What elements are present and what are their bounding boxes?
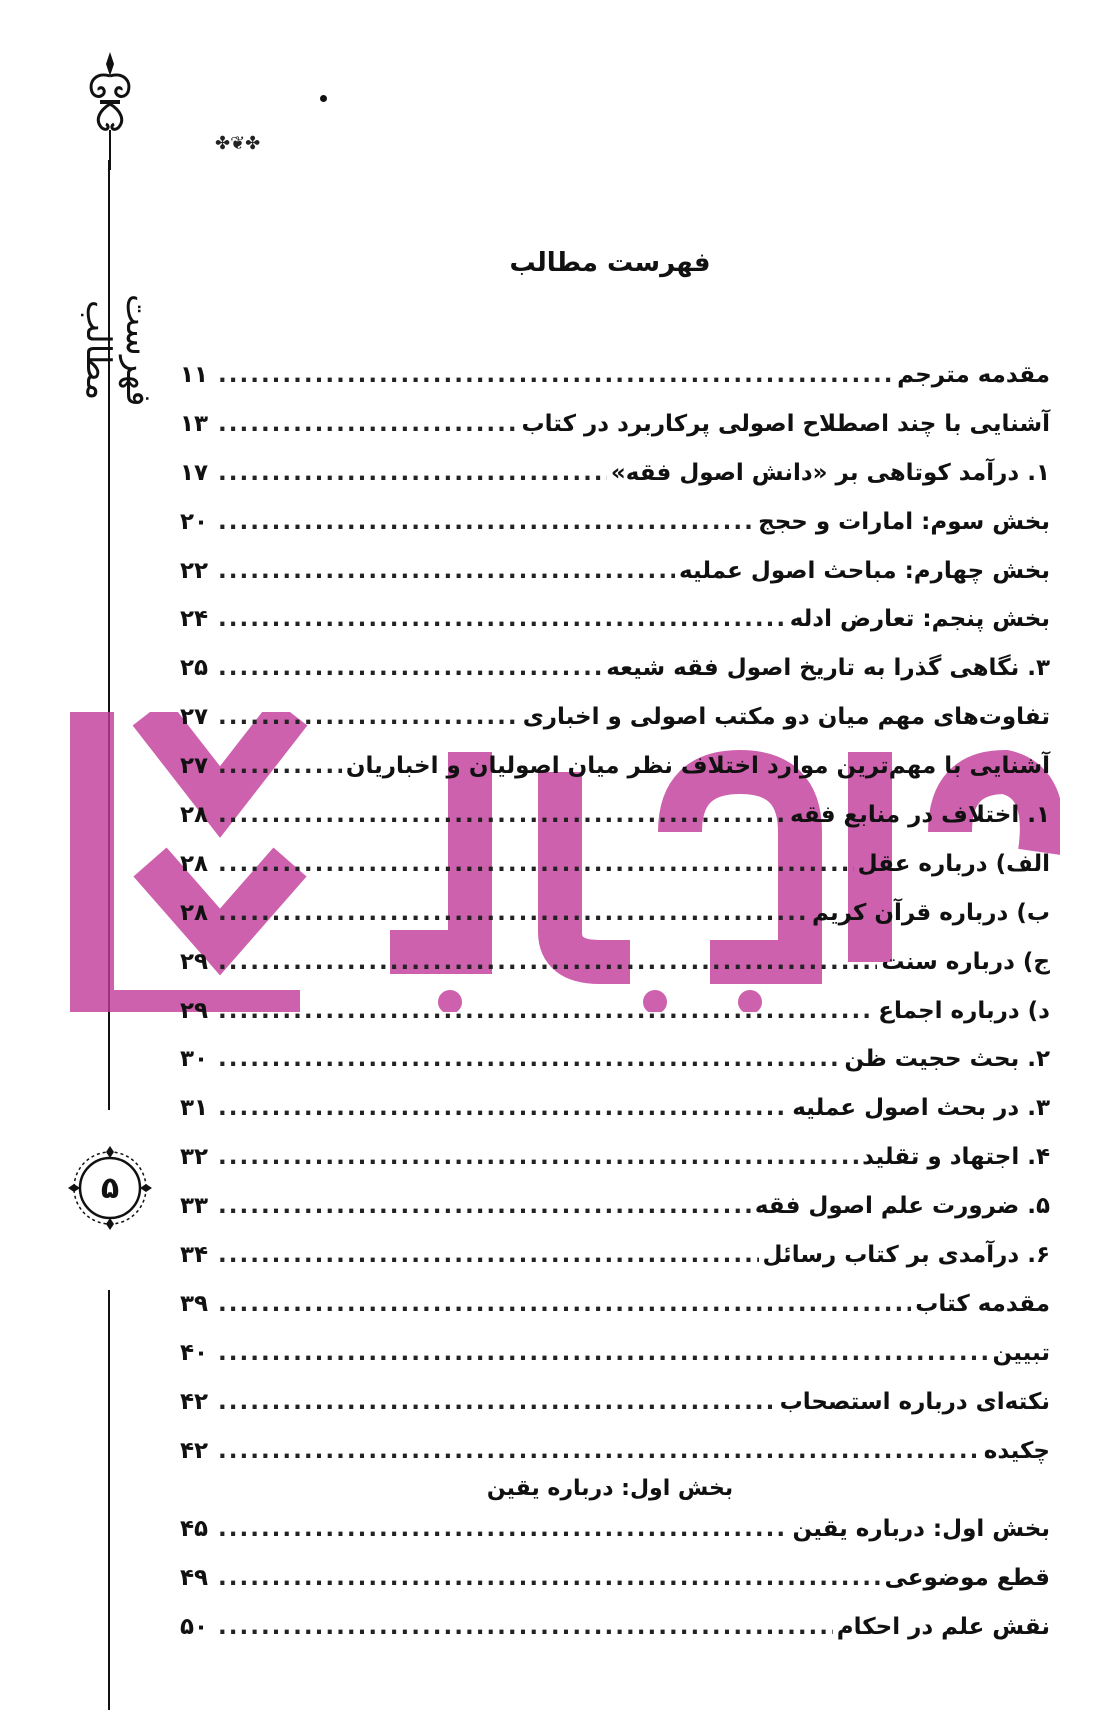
page-title: فهرست مطالب — [509, 248, 711, 278]
toc-entry-page: ۳۲ — [180, 1144, 209, 1171]
toc-entry-label: ۲. بحث حجیت ظن — [844, 1046, 1050, 1073]
toc-entry-page: ۲۷ — [180, 753, 209, 780]
dot-leader — [218, 1565, 881, 1591]
fleur-de-lis-ornament — [80, 50, 140, 170]
dot-leader — [218, 1614, 833, 1640]
toc-entry-page: ۴۹ — [180, 1564, 209, 1591]
toc-entry-page: ۱۷ — [180, 459, 209, 486]
toc-entry-page: ۴۵ — [180, 1516, 209, 1542]
toc-entry-page: ۵۰ — [180, 1613, 209, 1640]
toc-entry-page: ۲۸ — [180, 802, 209, 829]
toc-entry-page: ۲۵ — [180, 655, 209, 682]
toc-list — [180, 362, 1050, 1486]
toc-entry-label: ۱. درآمد کوتاهی بر «دانش اصول فقه» — [610, 459, 1050, 486]
margin-rule-lower — [108, 1290, 110, 1710]
toc-entry-label: تبیین — [992, 1339, 1050, 1366]
toc-entry-page: ۲۰ — [180, 508, 209, 535]
toc-entry — [180, 606, 1050, 655]
toc-entry-page: ۴۲ — [180, 1388, 209, 1415]
toc-entry — [180, 900, 1050, 949]
dot-leader — [218, 900, 808, 926]
toc-entry — [180, 411, 1050, 460]
toc-entry-label: آشنایی با چند اصطلاح اصولی پرکاربرد در کتاب — [521, 410, 1050, 437]
toc-entry-label: ۵. ضرورت علم اصول فقه — [754, 1193, 1050, 1220]
dot-leader — [218, 998, 874, 1024]
running-head: فهرست مطالب — [78, 293, 158, 407]
toc-entry-label: ج) درباره سنت — [881, 948, 1050, 975]
toc-entry-label: بخش چهارم: مباحث اصول عملیه — [679, 557, 1050, 584]
toc-entry-label: الف) درباره عقل — [857, 850, 1050, 877]
toc-entry-page: ۲۷ — [180, 704, 209, 731]
dot-leader — [218, 753, 342, 779]
toc-entry-label: بخش سوم: امارات و حجج — [758, 508, 1050, 535]
dot-leader — [218, 558, 675, 584]
toc-entry — [180, 1046, 1050, 1095]
dot-leader — [218, 1516, 789, 1542]
toc-entry-page: ۳۳ — [180, 1193, 209, 1220]
toc-entry-page: ۲۴ — [180, 606, 209, 633]
dot-leader — [218, 411, 518, 437]
page-number: ۵ — [100, 1170, 120, 1206]
toc-entry-page: ۴۲ — [180, 1437, 209, 1464]
toc-entry — [180, 509, 1050, 558]
toc-entry-page: ۴۰ — [180, 1339, 209, 1366]
toc-entry — [180, 1193, 1050, 1242]
toc-entry — [180, 998, 1050, 1047]
dot-leader — [218, 1242, 759, 1268]
dot-leader — [218, 655, 602, 681]
toc-entry — [180, 1095, 1050, 1144]
toc-entry-page: ۲۸ — [180, 850, 209, 877]
toc-entry-page: ۲۸ — [180, 899, 209, 926]
toc-entry-page: ۳۰ — [180, 1046, 209, 1073]
toc-entry — [180, 362, 1050, 411]
toc-entry — [180, 1144, 1050, 1193]
toc-entry — [180, 1340, 1050, 1389]
toc-entry — [180, 1242, 1050, 1291]
dot-leader — [218, 606, 786, 632]
toc-list-section — [180, 1516, 1050, 1663]
toc-entry-page: ۱۳ — [180, 410, 209, 437]
dot-leader — [218, 949, 877, 975]
dot-leader — [218, 509, 754, 535]
toc-entry-label: بخش اول: درباره یقین — [792, 1516, 1050, 1542]
toc-entry — [180, 1291, 1050, 1340]
toc-entry-label: تفاوت‌های مهم میان دو مکتب اصولی و اخباری — [522, 704, 1050, 731]
toc-entry-label: قطع موضوعی — [884, 1564, 1050, 1591]
toc-entry — [180, 558, 1050, 607]
toc-entry — [180, 1516, 1050, 1565]
toc-entry-label: ۱. اختلاف در منابع فقه — [789, 802, 1050, 829]
dot-leader — [218, 1291, 911, 1317]
dot-leader — [218, 1438, 980, 1464]
dot-leader — [218, 1144, 858, 1170]
printer-ornament-icon: ✤❦✤ — [215, 133, 261, 154]
toc-entry-label: ۳. در بحث اصول عملیه — [792, 1095, 1050, 1122]
toc-entry-page: ۱۱ — [180, 362, 209, 388]
toc-entry-page: ۳۱ — [180, 1095, 209, 1122]
dot-leader — [218, 1095, 788, 1121]
page-number-badge — [62, 1140, 158, 1236]
toc-entry — [180, 655, 1050, 704]
toc-entry-label: ۶. درآمدی بر کتاب رسائل — [762, 1242, 1050, 1269]
dot-leader — [218, 802, 786, 828]
toc-entry — [180, 949, 1050, 998]
toc-entry-label: ب) درباره قرآن کریم — [811, 899, 1050, 926]
toc-entry-page: ۲۲ — [180, 557, 209, 584]
toc-entry-page: ۳۹ — [180, 1290, 209, 1317]
toc-entry — [180, 460, 1050, 509]
toc-entry-label: نکته‌ای درباره استصحاب — [779, 1388, 1050, 1415]
dot-leader — [218, 851, 854, 877]
toc-entry-label: ۴. اجتهاد و تقلید — [862, 1144, 1050, 1171]
toc-entry-page: ۲۹ — [180, 997, 209, 1024]
toc-entry-page: ۳۴ — [180, 1242, 209, 1269]
dot-leader — [218, 362, 893, 388]
dot-leader — [218, 1046, 840, 1072]
toc-entry-label: نقش علم در احکام — [836, 1613, 1050, 1640]
toc-entry-label: د) درباره اجماع — [878, 997, 1050, 1024]
toc-entry — [180, 704, 1050, 753]
toc-entry-label: بخش پنجم: تعارض ادله — [789, 606, 1050, 633]
toc-entry-label: ۳. نگاهی گذرا به تاریخ اصول فقه شیعه — [606, 655, 1050, 682]
toc-entry — [180, 1389, 1050, 1438]
dot-leader — [218, 1389, 776, 1415]
toc-entry-label: مقدمه کتاب — [915, 1290, 1050, 1317]
dot-leader — [218, 460, 607, 486]
dot-leader — [218, 1193, 751, 1219]
dot-leader — [218, 1340, 989, 1366]
toc-entry-label: آشنایی با مهم‌ترین موارد اختلاف نظر میان اصولیان و اخباریان — [345, 753, 1050, 780]
toc-entry — [180, 851, 1050, 900]
toc-entry — [180, 753, 1050, 802]
toc-entry-label: مقدمه مترجم — [897, 362, 1050, 388]
toc-entry-label: چکیده — [983, 1437, 1050, 1464]
toc-entry — [180, 802, 1050, 851]
section-heading: بخش اول: درباره یقین — [486, 1476, 734, 1501]
toc-entry-page: ۲۹ — [180, 948, 209, 975]
ink-dot — [320, 95, 327, 102]
dot-leader — [218, 704, 519, 730]
toc-entry — [180, 1614, 1050, 1663]
toc-entry — [180, 1565, 1050, 1614]
